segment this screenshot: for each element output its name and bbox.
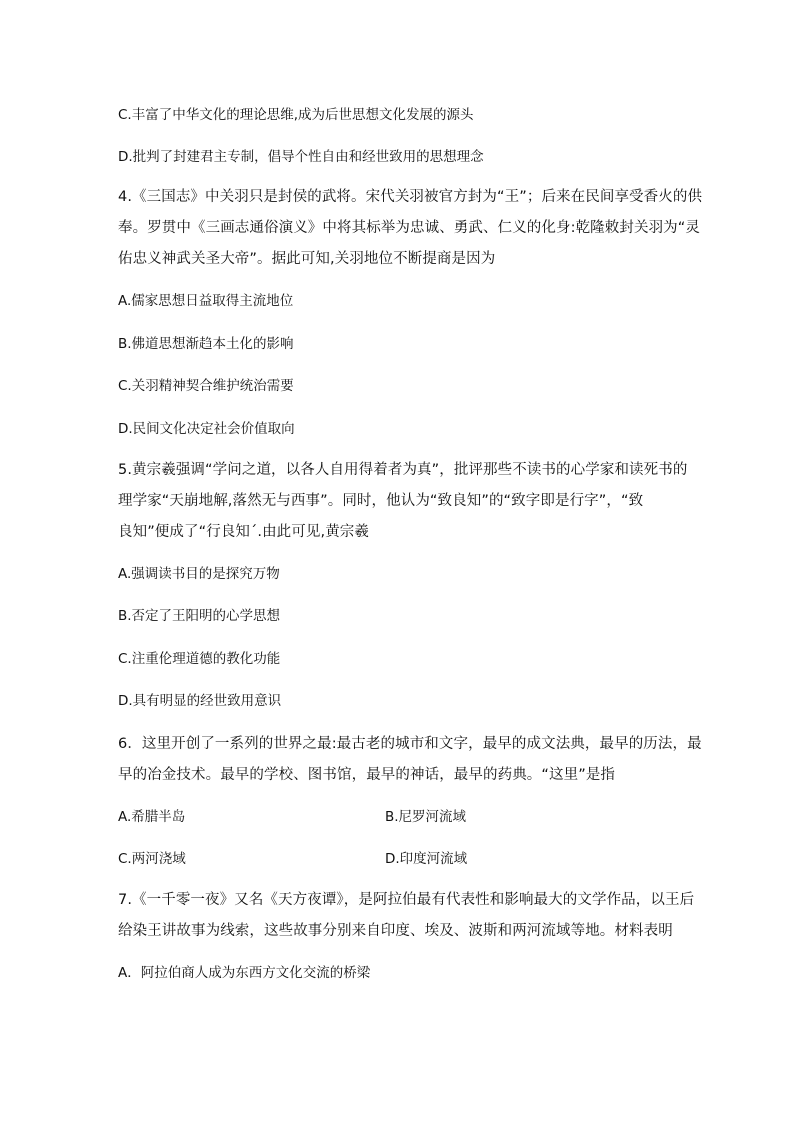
- option-d-q4: D.民间文化决定社会价值取向: [118, 421, 295, 437]
- option-c-q6: C.两河浇域: [118, 851, 186, 867]
- question-7-line-2: 给染王讲故事为线索，这些故事分别来自印度、埃及、波斯和两河流域等地。材料表明: [118, 923, 673, 939]
- option-c-q4: C.关羽精神契合维护统治需要: [118, 378, 294, 394]
- question-6-line-2: 早的冶金技术。最早的学校、图书馆，最早的神话，最早的药典。“这里”是指: [118, 767, 616, 783]
- question-4-line-3: 佑忠义神武关圣大帝”。据此可知,关羽地位不断提商是因为: [118, 251, 496, 267]
- option-d-q3: D.批判了封建君主专制，倡导个性自由和经世致用的思想理念: [118, 149, 484, 165]
- option-a-q4: A.儒家思想日益取得主流地位: [118, 293, 294, 309]
- option-b-q4: B.佛道思想渐趋本土化的影响: [118, 336, 294, 352]
- option-c-q3: C.丰富了中华文化的理论思维,成为后世思想文化发展的源头: [118, 107, 474, 123]
- option-b-q5: B.否定了王阳明的心学思想: [118, 608, 281, 624]
- option-a-q7: A．阿拉伯商人成为东西方文化交流的桥梁: [118, 965, 371, 981]
- option-d-q6: D.印度河流域: [385, 851, 468, 867]
- question-4-line-2: 奉。罗贯中《三画志通俗演义》中将其标举为忠诚、勇武、仁义的化身:乾隆敕封关羽为“灵: [118, 220, 700, 236]
- option-b-q6: B.尼罗河流域: [385, 809, 467, 825]
- option-a-q5: A.强调读书目的是探究万物: [118, 566, 280, 582]
- option-a-q6: A.希腊半岛: [118, 809, 186, 825]
- question-6-line-1: 6．这里开创了一系列的世界之最:最古老的城市和文字，最早的成文法典，最早的历法，最: [118, 736, 702, 752]
- question-7-line-1: 7.《一千零一夜》又名《天方夜谭》，是阿拉伯最有代表性和影响最大的文学作品，以王后: [118, 892, 695, 908]
- question-5-line-2: 理学家“天崩地解,落然无与西事”。同时，他认为“致良知”的“致字即是行字”，“致: [118, 493, 644, 509]
- question-5-line-3: 良知”便成了“行良知ˊ.由此可见,黄宗羲: [118, 524, 369, 540]
- question-4-line-1: 4.《三国志》中关羽只是封侯的武将。宋代关羽被官方封为“王”；后来在民间享受香火的供: [118, 189, 703, 205]
- question-5-line-1: 5.黄宗羲强调“学问之道，以各人自用得着者为真”，批评那些不读书的心学家和读死书的: [118, 462, 688, 478]
- option-d-q5: D.具有明显的经世致用意识: [118, 693, 282, 709]
- option-c-q5: C.注重伦理道德的教化功能: [118, 651, 281, 667]
